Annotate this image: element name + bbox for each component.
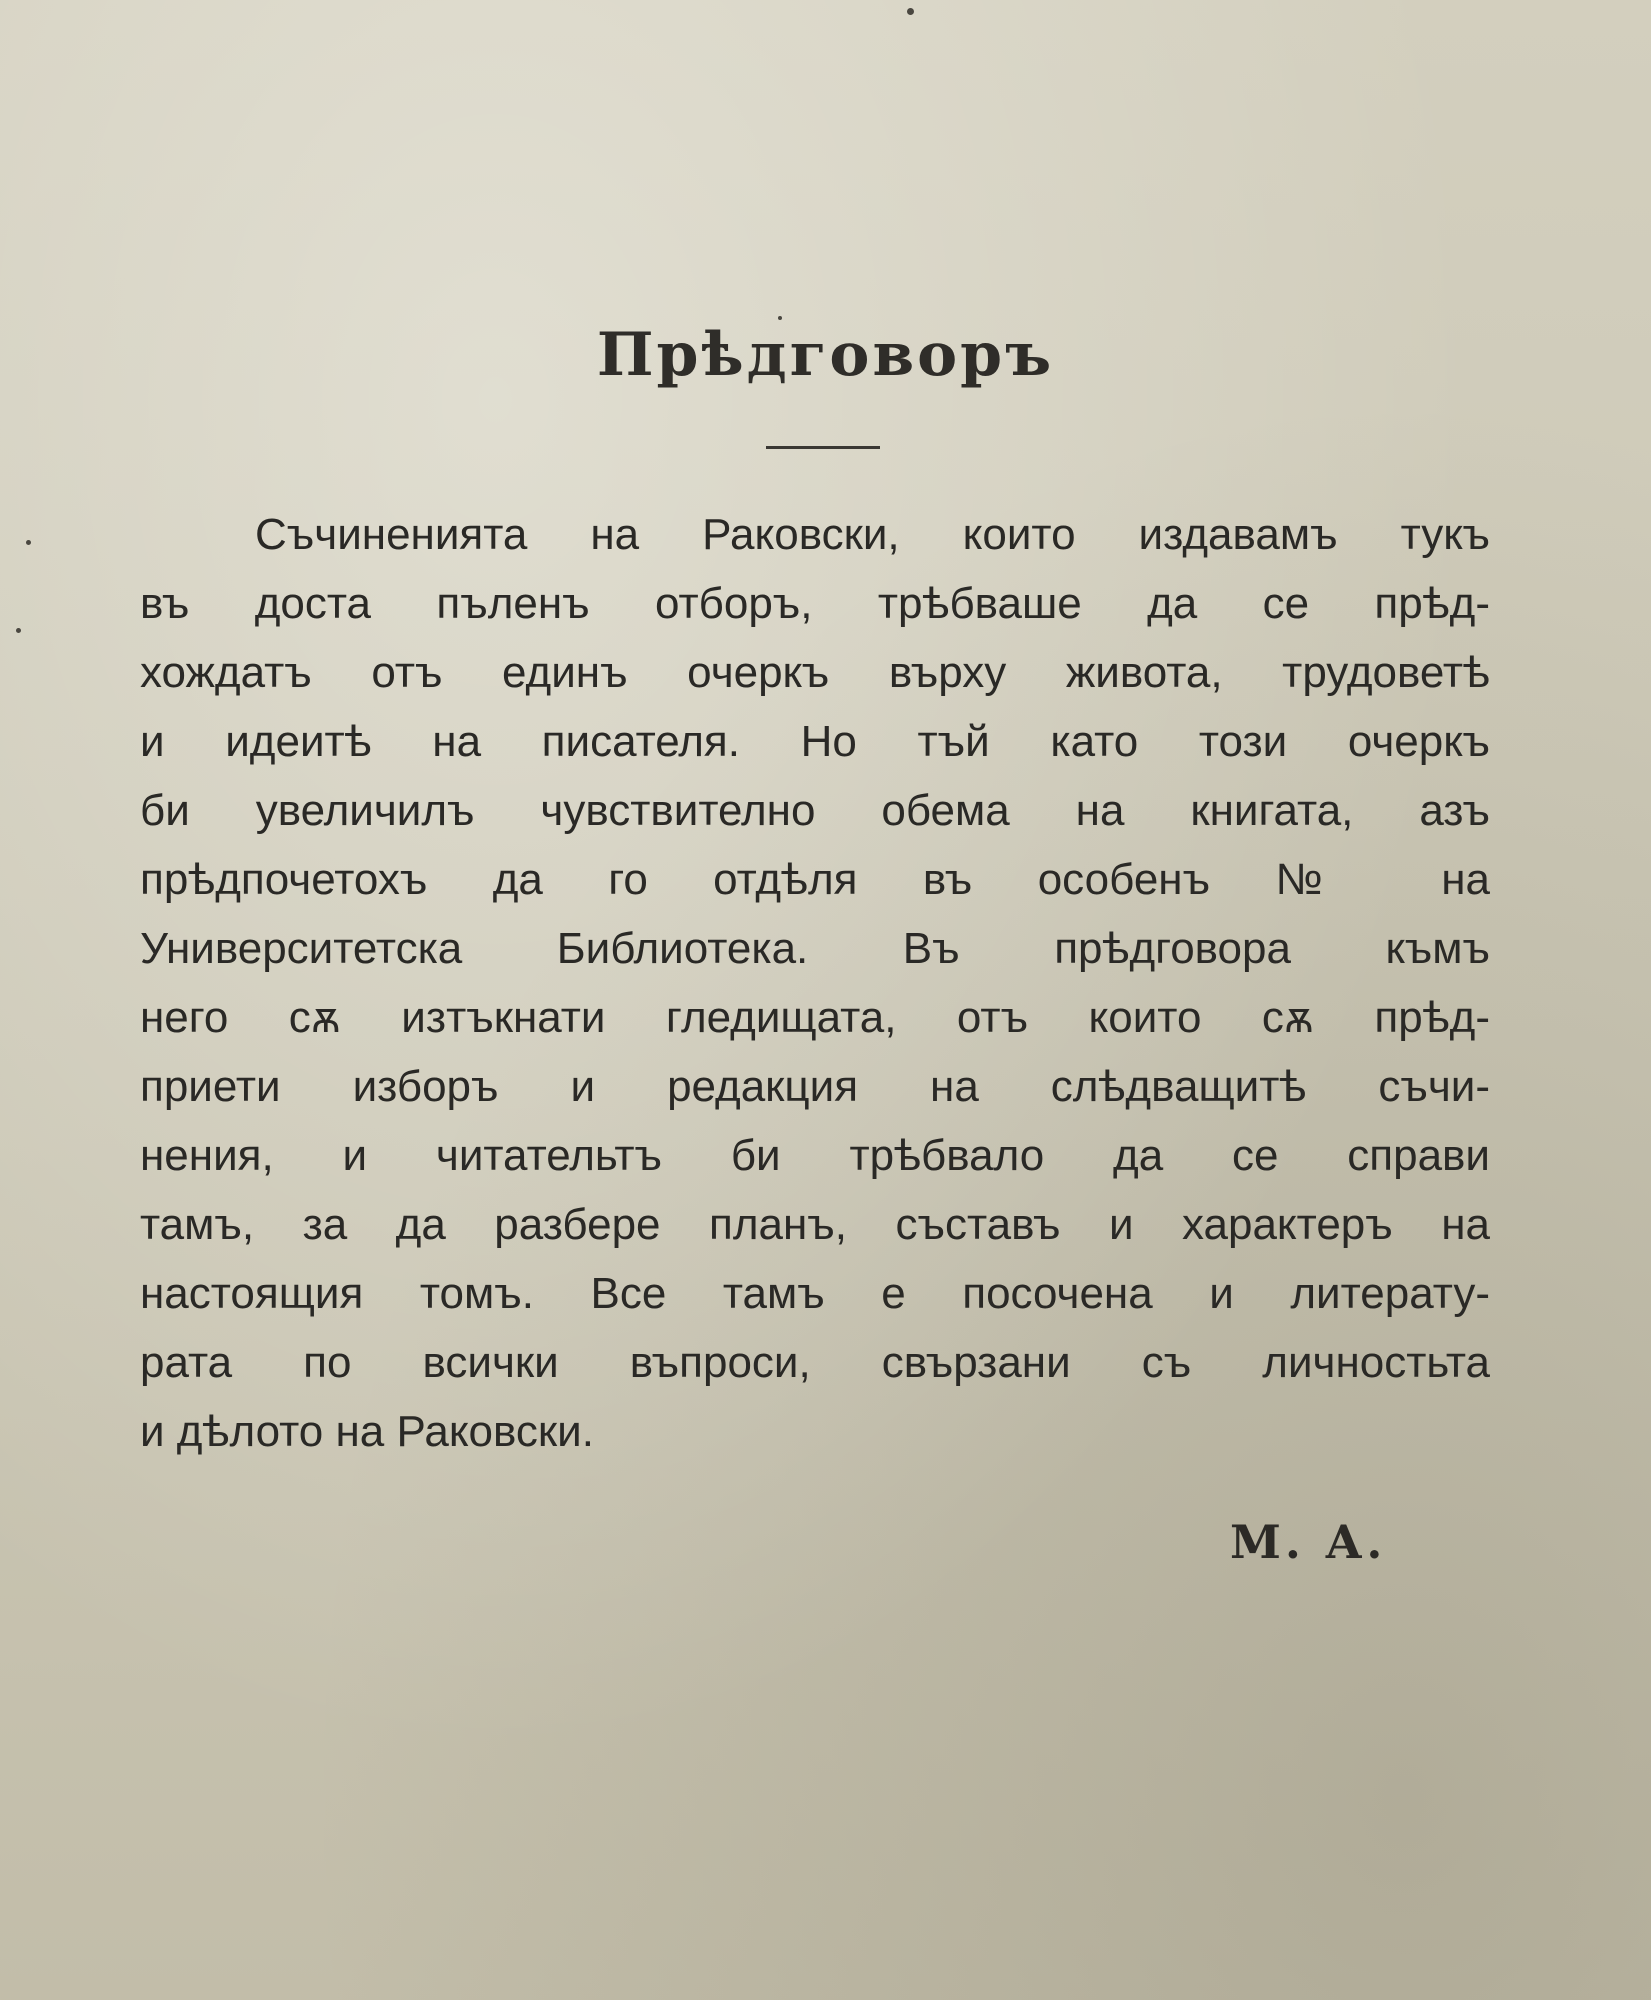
paragraph-line: настоящия томъ. Все тамъ е посочена и литерату- <box>140 1269 1490 1318</box>
paper-speck <box>907 8 914 15</box>
paragraph-line: рата по всички въпроси, свързани съ личностьта <box>140 1338 1490 1387</box>
page-title: Прѣдговоръ <box>596 320 1055 390</box>
paragraph-line: Съчиненията на Раковски, които издавамъ тукъ <box>255 510 1490 559</box>
paper-speck <box>16 628 21 633</box>
paper-speck <box>26 540 31 545</box>
paragraph-line: нения, и читательтъ би трѣбвало да се справи <box>140 1131 1490 1180</box>
paragraph-line: въ доста пъленъ отборъ, трѣбваше да се прѣд- <box>140 579 1490 628</box>
paragraph-line: и идеитѣ на писателя. Но тъй като този очеркъ <box>140 717 1490 766</box>
paragraph-line: прѣдпочетохъ да го отдѣля въ особенъ № на <box>140 855 1490 904</box>
paragraph-line: би увеличилъ чувствително обема на книгата, азъ <box>140 786 1490 835</box>
author-signature: М. А. <box>1230 1515 1387 1569</box>
paragraph-line: него сѫ изтъкнати гледищата, отъ които сѫ прѣд- <box>140 993 1490 1042</box>
paragraph-line: и дѣлото на Раковски. <box>140 1407 594 1456</box>
paragraph-line: хождатъ отъ единъ очеркъ върху живота, трудоветѣ <box>140 648 1490 697</box>
preface-paragraph <box>140 500 1490 1466</box>
paragraph-line: тамъ, за да разбере планъ, съставъ и характеръ на <box>140 1200 1490 1249</box>
paragraph-line: Университетска Библиотека. Въ прѣдговора къмъ <box>140 924 1490 973</box>
title-divider <box>766 446 880 449</box>
paragraph-line: приети изборъ и редакция на слѣдващитѣ съчи- <box>140 1062 1490 1111</box>
